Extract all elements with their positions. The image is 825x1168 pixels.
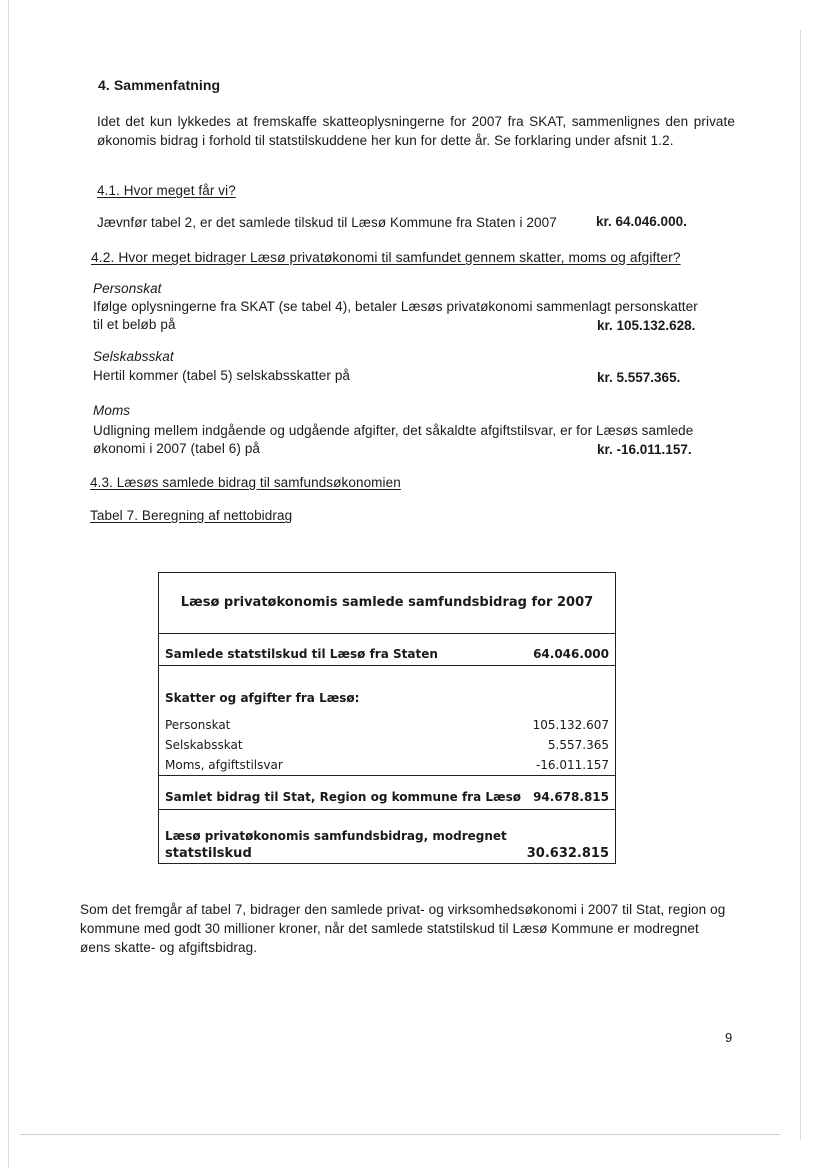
table-row xyxy=(165,738,609,752)
samlet-value: 94.678.815 xyxy=(533,790,609,804)
moms-line2: økonomi i 2007 (tabel 6) på xyxy=(93,441,261,456)
row-label: Personskat xyxy=(165,718,231,732)
table-row xyxy=(165,758,609,772)
scan-edge-bottom xyxy=(20,1134,780,1135)
selskabsskat-label: Selskabsskat xyxy=(93,349,174,364)
subsection-4-2-title: 4.2. Hvor meget bidrager Læsø privatøkonomi til samfundet gennem skatter, moms og afgifter? xyxy=(91,250,681,265)
row-value: -16.011.157 xyxy=(535,758,609,772)
moms-label: Moms xyxy=(93,403,131,418)
skatter-heading: Skatter og afgifter fra Læsø: xyxy=(165,691,360,705)
table-caption: Tabel 7. Beregning af nettobidrag xyxy=(90,508,293,523)
section-heading: 4. Sammenfatning xyxy=(98,77,221,93)
table-row-netto-line2 xyxy=(165,846,609,861)
row-label: Selskabsskat xyxy=(165,738,243,752)
intro-paragraph: Idet det kun lykkedes at fremskaffe skatteoplysningerne for 2007 fra SKAT, sammenlignes den private økonomis bidrag i forhold til statstilskuddene her kun for dette år. Se forklaring under afsnit 1.2. xyxy=(97,114,735,148)
subsection-4-1-text: Jævnfør tabel 2, er det samlede tilskud til Læsø Kommune fra Staten i 2007 xyxy=(97,215,557,230)
table-divider xyxy=(159,665,615,666)
statstilskud-label: Samlede statstilskud til Læsø fra Staten xyxy=(165,647,438,661)
selskabsskat-amount: kr. 5.557.365. xyxy=(597,370,681,385)
personskat-line1: Ifølge oplysningerne fra SKAT (se tabel 4), betaler Læsøs privatøkonomi sammenlagt personskatter xyxy=(93,299,698,314)
table-divider xyxy=(159,633,615,634)
subsection-4-3-title: 4.3. Læsøs samlede bidrag til samfundsøkonomien xyxy=(90,475,401,490)
table-row-netto-line1 xyxy=(165,829,609,843)
moms-amount: kr. -16.011.157. xyxy=(597,442,692,457)
page-number: 9 xyxy=(725,1030,733,1045)
personskat-amount: kr. 105.132.628. xyxy=(597,318,696,333)
row-label: Moms, afgiftstilsvar xyxy=(165,758,283,772)
table-row xyxy=(165,718,609,732)
table-divider xyxy=(159,809,615,810)
netto-value: 30.632.815 xyxy=(526,846,609,861)
table-row-samlet xyxy=(165,790,609,804)
selskabsskat-line1: Hertil kommer (tabel 5) selskabsskatter på xyxy=(93,368,351,383)
net-contribution-table xyxy=(158,572,616,864)
table-divider xyxy=(159,775,615,776)
row-value: 5.557.365 xyxy=(547,738,609,752)
scan-edge-right xyxy=(800,30,801,1140)
moms-line1: Udligning mellem indgående og udgående afgifter, det såkaldte afgiftstilsvar, er for Læsøs samlede xyxy=(93,423,694,438)
scan-edge-left xyxy=(8,0,9,1168)
row-value: 105.132.607 xyxy=(532,718,609,732)
table-row-skatter-heading xyxy=(165,691,609,705)
table-title: Læsø privatøkonomis samlede samfundsbidrag for 2007 xyxy=(180,595,594,610)
subsection-4-1-title: 4.1. Hvor meget får vi? xyxy=(97,183,236,198)
conclusion-paragraph: Som det fremgår af tabel 7, bidrager den samlede privat- og virksomhedsøkonomi i 2007 til Stat, region og kommune med godt 30 millioner kroner, når det samlede statstilskud til Læsø Kommune er modregnet øens skatte- og afgiftsbidrag. xyxy=(80,902,726,955)
netto-label-line2: statstilskud xyxy=(165,846,252,861)
statstilskud-value: 64.046.000 xyxy=(533,647,609,661)
statstilskud-amount: kr. 64.046.000. xyxy=(596,214,687,229)
netto-label-line1: Læsø privatøkonomis samfundsbidrag, modregnet xyxy=(165,829,507,843)
table-row-statstilskud xyxy=(165,647,609,661)
personskat-label: Personskat xyxy=(93,281,162,296)
samlet-label: Samlet bidrag til Stat, Region og kommune fra Læsø xyxy=(165,790,521,804)
personskat-line2: til et beløb på xyxy=(93,317,176,332)
